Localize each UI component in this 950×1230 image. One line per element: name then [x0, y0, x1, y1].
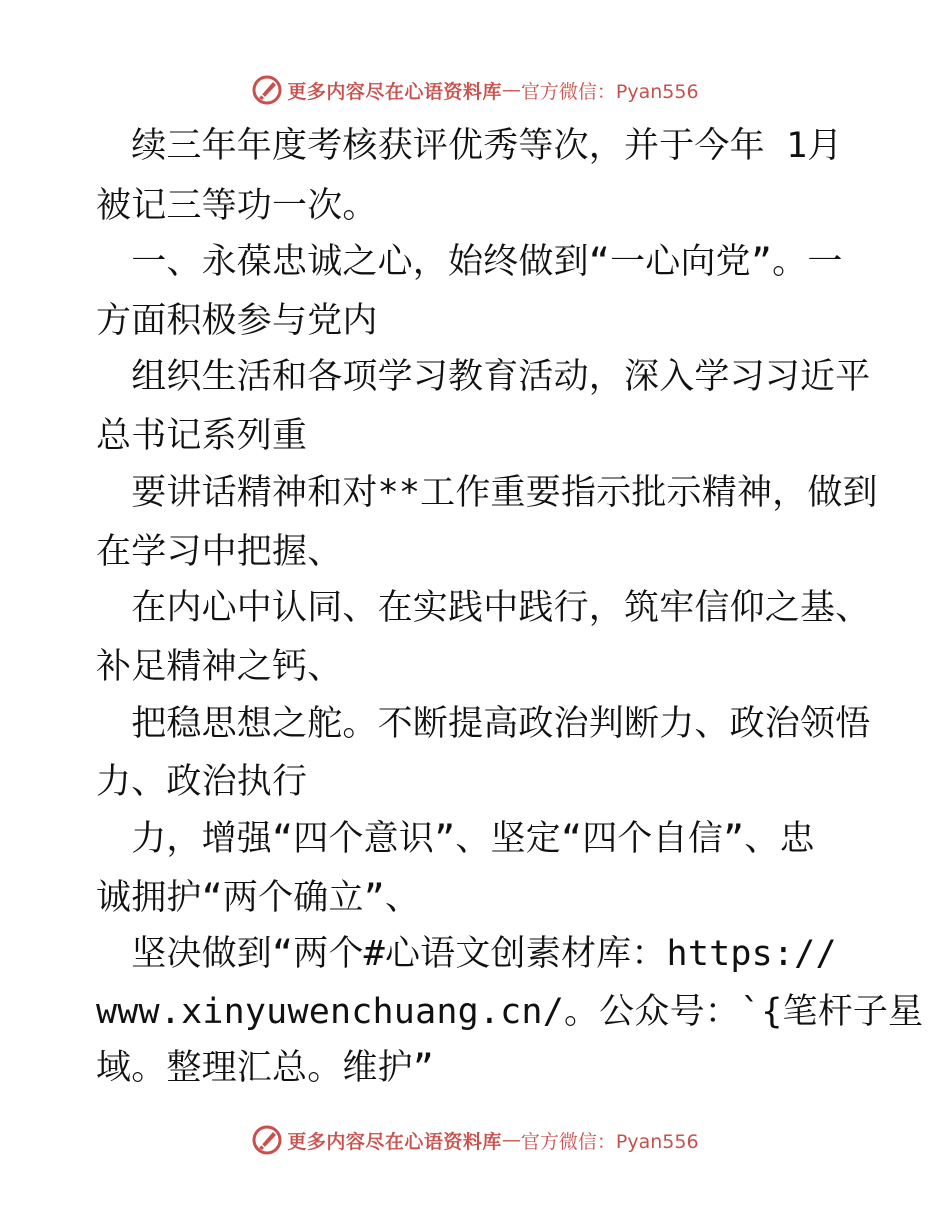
- body-line: 在内心中认同、在实践中践行，筑牢信仰之基、: [96, 588, 871, 628]
- body-line: 补足精神之钙、: [96, 647, 343, 687]
- body-line: 要讲话精神和对**工作重要指示批示精神，做到: [96, 473, 878, 513]
- watermark-separator: —: [501, 1129, 521, 1151]
- watermark-site: 更多内容尽在心语资料库: [287, 1130, 502, 1153]
- body-line: www.xinyuwenchuang.cn/。公众号：`{笔杆子星: [96, 992, 924, 1032]
- quill-logo-icon: [251, 1124, 283, 1156]
- body-line: 组织生活和各项学习教育活动，深入学习习近平: [96, 357, 871, 397]
- body-line: 力，增强“四个意识”、坚定“四个自信”、忠: [96, 819, 815, 859]
- body-line: 力、政治执行: [96, 762, 308, 802]
- body-line: 坚决做到“两个#心语文创素材库：https://: [96, 934, 837, 974]
- body-line: 被记三等功一次。: [96, 186, 378, 226]
- watermark-contact: 官方微信：Pyan556: [520, 1130, 699, 1153]
- watermark-site: 更多内容尽在心语资料库: [287, 80, 502, 103]
- body-line: 把稳思想之舵。不断提高政治判断力、政治领悟: [96, 704, 871, 744]
- body-line: 一、永葆忠诚之心，始终做到“一心向党”。一: [96, 242, 843, 282]
- body-line: 在学习中把握、: [96, 532, 343, 572]
- watermark-separator: —: [501, 79, 521, 101]
- body-line: 域。整理汇总。维护”: [96, 1048, 435, 1088]
- header-watermark: [0, 70, 950, 110]
- watermark-contact: 官方微信：Pyan556: [520, 80, 699, 103]
- body-line: 诚拥护“两个确立”、: [96, 878, 421, 918]
- body-line: 方面积极参与党内: [96, 301, 378, 341]
- footer-watermark: [0, 1120, 950, 1160]
- body-line: 续三年年度考核获评优秀等次，并于今年 1月: [96, 126, 843, 166]
- body-line: 总书记系列重: [96, 416, 308, 456]
- quill-logo-icon: [251, 74, 283, 106]
